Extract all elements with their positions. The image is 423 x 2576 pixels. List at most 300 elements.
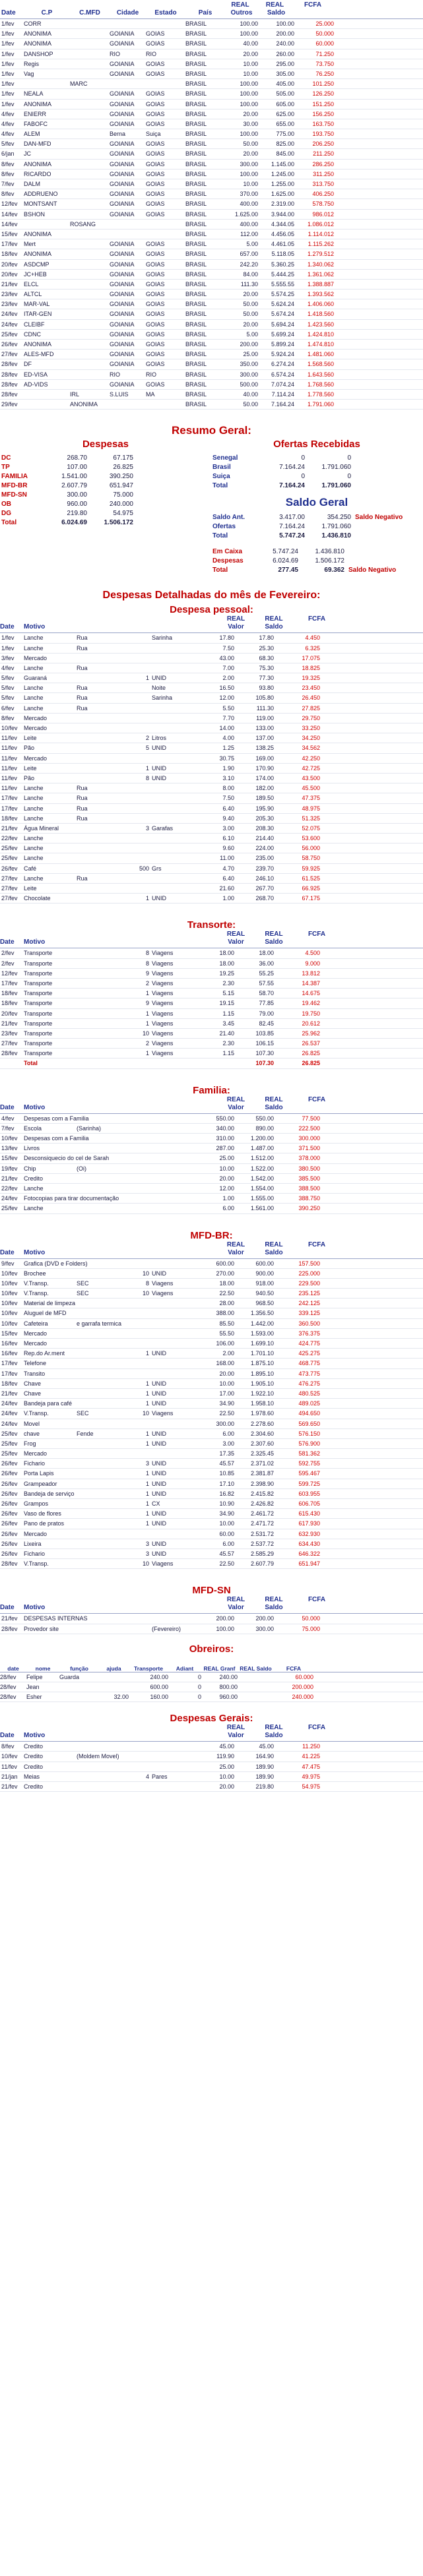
detail-cell (77, 1509, 116, 1518)
detail-cell (77, 1058, 116, 1068)
saldo-cell: 550.00 (255, 1115, 274, 1122)
fcfa-cell: 425.275 (298, 1350, 320, 1357)
valor-cell: 1.15 (222, 1010, 234, 1017)
qty-cell (116, 1624, 152, 1634)
fcfa-cell: 473.775 (298, 1370, 320, 1377)
detail-cell (77, 1539, 116, 1549)
saldo-cell: 2.461.72 (250, 1510, 274, 1518)
valor-cell: 34.90 (219, 1510, 234, 1518)
obreiros-table (0, 1655, 423, 1703)
qty-cell: 9 (145, 969, 149, 977)
date-cell: 21/jan (1, 1773, 18, 1780)
saldo-cell: 2.471.72 (250, 1520, 274, 1527)
obreiros-hdr-cell: Transporte (134, 1665, 163, 1672)
cidade-cell (110, 230, 146, 239)
unit-cell (152, 1339, 198, 1348)
qty-cell: 8 (145, 960, 149, 967)
detail-header (0, 1249, 423, 1259)
hdr-date: Date (1, 9, 16, 16)
fcfa-cell: 615.430 (298, 1510, 320, 1518)
unit-cell (152, 704, 198, 713)
detail-cell (77, 1369, 116, 1378)
table-row (0, 1259, 423, 1269)
unit-cell (152, 783, 198, 793)
cmfd-cell (70, 249, 110, 259)
date-cell: 21/fev (1, 1175, 18, 1182)
obreiros-cell: Jean (26, 1683, 40, 1690)
outros-cell: 400.00 (240, 200, 258, 208)
unit-cell (152, 1174, 198, 1183)
saldo-cell: 600.00 (255, 1260, 274, 1267)
table-row (0, 1308, 423, 1318)
date-cell: 25/fev (1, 1440, 18, 1447)
cidade-cell: GOIANIA (110, 30, 135, 38)
motivo-cell: Meias (24, 1773, 40, 1780)
cmfd-cell: IRL (70, 390, 80, 398)
table-row (0, 199, 423, 209)
table-row (0, 1559, 423, 1569)
detail-cell (77, 1019, 116, 1028)
date-cell: 2/fev (1, 950, 15, 957)
cmfd-cell (70, 109, 110, 119)
detail-cell (77, 743, 116, 752)
valor-cell: 22.50 (219, 1410, 234, 1417)
fcfa-cell: 29.750 (302, 714, 320, 721)
table-row (0, 119, 423, 129)
summary-fcfa: 240.000 (109, 501, 133, 508)
detail-cell (77, 774, 116, 783)
detail-cell (77, 1399, 116, 1408)
motivo-cell: Lanche (24, 664, 44, 671)
motivo-cell: Mercado (24, 1330, 48, 1337)
fcfa-cell: 9.000 (305, 960, 320, 967)
motivo-cell: Brochee (24, 1270, 46, 1277)
motivo-cell: Credito (24, 1753, 44, 1760)
estado-cell: RIO (146, 371, 157, 378)
obreiros-cell (59, 1682, 99, 1692)
obreiros-cell: 800.00 (219, 1683, 238, 1690)
fcfa-cell: 34.562 (302, 745, 320, 752)
table-row (0, 320, 423, 330)
cp-cell (24, 400, 70, 409)
hdr-fcfa: FCFA (308, 1596, 326, 1604)
detail-cell: (Moldem Movel) (77, 1753, 119, 1760)
detail-cell (77, 1419, 116, 1428)
table-row (0, 1329, 423, 1339)
summary-line (211, 454, 422, 463)
date-cell: 25/fev (1, 1205, 18, 1212)
fcfa-cell: 1.340.062 (307, 261, 334, 268)
valor-cell: 85.50 (219, 1320, 234, 1327)
summary-line (0, 518, 211, 528)
outros-cell: 300.00 (240, 160, 258, 168)
hdr-date: Date (0, 1732, 15, 1740)
unit-cell: UNID (152, 1380, 166, 1387)
valor-cell: 20.00 (219, 1370, 234, 1377)
saldo-cell: 5.444.25 (271, 270, 294, 278)
outros-cell: 100.00 (240, 100, 258, 107)
estado-cell: MA (146, 390, 155, 398)
fcfa-cell: 71.250 (315, 50, 334, 57)
outros-cell: 25.00 (243, 351, 258, 358)
hdr-saldo: Saldo (265, 938, 283, 946)
outros-cell: 10.00 (243, 181, 258, 187)
valor-cell: 200.00 (216, 1615, 234, 1622)
cidade-cell: Berna (110, 131, 126, 138)
hdr-real-valor: REAL (226, 1095, 245, 1103)
qty-cell (116, 693, 152, 702)
section-title: Familia: (193, 1084, 230, 1096)
saldo-cell: 1.699.10 (250, 1340, 274, 1347)
fcfa-cell: 211.250 (313, 150, 334, 158)
obreiros-cell: 960.00 (219, 1694, 238, 1701)
summary-value: 1.541.00 (61, 473, 87, 481)
hdr-real-valor: REAL (226, 615, 245, 623)
qty-cell: 5 (145, 745, 149, 752)
summary-note: Saldo Negativo (348, 567, 397, 574)
qty-cell: 10 (142, 1029, 149, 1037)
table-row (0, 1752, 423, 1762)
qty-cell (116, 644, 152, 653)
qty-cell (116, 1308, 152, 1318)
unit-cell: Noite (152, 685, 166, 692)
fcfa-cell: 18.825 (302, 664, 320, 671)
summary-label: Total (212, 532, 228, 540)
detail-cell (77, 998, 116, 1008)
saldo-cell: 2.278.60 (250, 1420, 274, 1427)
table-row (0, 1319, 423, 1329)
qty-cell (116, 704, 152, 713)
detail-cell (77, 1308, 116, 1318)
summary-line (211, 463, 422, 472)
cmfd-cell (70, 309, 110, 319)
fcfa-cell: 606.705 (298, 1500, 320, 1507)
summary-line (0, 509, 211, 518)
fcfa-cell: 43.500 (302, 774, 320, 782)
summary-note (344, 557, 408, 566)
table-row (0, 673, 423, 683)
qty-cell: 1 (145, 1490, 149, 1497)
estado-cell (146, 220, 185, 229)
detail-cell (77, 834, 116, 843)
estado-cell (146, 19, 185, 28)
saldo-cell: 58.70 (259, 990, 274, 997)
motivo-cell: Telefone (24, 1360, 47, 1367)
valor-cell: 106.00 (216, 1340, 234, 1347)
motivo-cell: DESPESAS INTERNAS (24, 1615, 88, 1622)
saldo-cell: 200.00 (255, 1615, 274, 1622)
estado-cell: GOIAS (146, 330, 165, 338)
detail-cell (77, 1134, 116, 1143)
table-row (0, 979, 423, 989)
fcfa-cell: 1.424.810 (307, 330, 334, 338)
saldo-cell: 1.701.10 (250, 1350, 274, 1357)
hdr-motivo: Motivo (24, 623, 46, 631)
date-cell: 21/fev (1, 1020, 18, 1027)
qty-cell (116, 1124, 152, 1133)
date-cell: 12/fev (1, 969, 18, 977)
table-row (0, 894, 423, 904)
fcfa-cell: 1.768.560 (307, 381, 334, 388)
saldo-cell: 918.00 (255, 1279, 274, 1287)
obreiros-hdr-cell: ajuda (106, 1665, 121, 1672)
date-cell: 24/fev (1, 1195, 18, 1202)
fcfa-cell: 578.750 (312, 200, 334, 208)
unit-cell (152, 793, 198, 803)
detail-cell (77, 989, 116, 998)
estado-cell: GOIAS (146, 30, 165, 38)
hdr-real-valor: REAL (226, 931, 245, 938)
fcfa-cell: 286.250 (312, 160, 334, 168)
saldo-cell: 107.30 (255, 1060, 274, 1067)
hdr-motivo: Motivo (24, 1103, 46, 1111)
unit-cell: Viagens (152, 990, 174, 997)
date-cell: 24/fev (1, 321, 18, 328)
valor-cell: 12.00 (219, 694, 234, 702)
fcfa-cell: 14.675 (302, 990, 320, 997)
estado-cell: GOIAS (146, 280, 165, 288)
date-cell: 28/fev (1, 390, 18, 398)
summary-value: 0 (301, 454, 305, 462)
section-title: Despesa pessoal: (170, 604, 253, 616)
date-cell: 2/fev (1, 960, 15, 967)
cmfd-cell (70, 280, 110, 289)
motivo-cell: Mercado (24, 714, 48, 721)
cp-cell: ANONIMA (24, 40, 52, 47)
fcfa-cell: 1.393.562 (307, 291, 334, 298)
saldo-cell: 75.30 (259, 664, 274, 671)
fcfa-cell: 1.361.062 (307, 270, 334, 278)
cidade-cell: S.LUIS (110, 390, 129, 398)
motivo-cell: Lanche (24, 845, 44, 852)
motivo-cell: Água Mineral (24, 824, 59, 832)
cidade-cell: GOIANIA (110, 210, 135, 218)
unit-cell: Viagens (152, 1040, 174, 1047)
valor-cell: 1.15 (222, 1050, 234, 1057)
motivo-cell: Mercado (24, 654, 48, 661)
summary-label: Em Caixa (212, 548, 243, 556)
pais-cell: BRASIL (185, 60, 207, 67)
hdr-date: Date (0, 1604, 15, 1612)
detail-cell: Rua (77, 874, 88, 882)
saldo-cell: 5.555.55 (271, 280, 294, 288)
summary-value: 277.45 (278, 567, 298, 574)
saldo-cell: 655.00 (276, 120, 294, 127)
fcfa-cell: 126.250 (312, 90, 334, 98)
date-cell: 8/fev (1, 1743, 15, 1750)
qty-cell (116, 1319, 152, 1328)
qty-cell (116, 843, 152, 853)
detail-header-top (0, 1596, 423, 1604)
hdr-saldo: Saldo (265, 1248, 283, 1256)
summary-line (0, 454, 211, 463)
hdr-real-saldo: REAL (265, 1241, 283, 1248)
valor-cell: 3.10 (222, 774, 234, 782)
qty-cell: 1 (145, 1350, 149, 1357)
unit-cell (152, 1782, 198, 1791)
fcfa-cell: 77.500 (302, 1115, 320, 1122)
valor-cell: 28.00 (219, 1300, 234, 1307)
fcfa-cell: 66.925 (302, 885, 320, 892)
estado-cell: GOIAS (146, 311, 165, 318)
table-row (0, 843, 423, 853)
fcfa-cell: 42.250 (302, 754, 320, 762)
motivo-cell: Desconsiquecio do cel de Sarah (24, 1155, 110, 1162)
table-row (0, 1682, 423, 1692)
fcfa-cell: 242.125 (298, 1300, 320, 1307)
summary-value: 2.607.79 (61, 482, 87, 490)
hdr-fcfa: FCFA (308, 931, 326, 938)
fcfa-cell: 27.825 (302, 704, 320, 712)
table-row (0, 1529, 423, 1539)
gerais-table (0, 1724, 423, 1792)
cp-cell: ADDRUENO (24, 191, 58, 198)
table-row (0, 1449, 423, 1459)
fcfa-cell: 576.150 (298, 1430, 320, 1437)
qty-cell: 1 (145, 990, 149, 997)
detail-cell (77, 1269, 116, 1278)
table-row (0, 663, 423, 673)
saldo-cell: 133.00 (255, 725, 274, 731)
fcfa-cell: 101.250 (312, 80, 334, 88)
valor-cell: 18.00 (219, 950, 234, 957)
date-cell: 10/fev (1, 1753, 18, 1760)
date-cell: 16/fev (1, 1340, 18, 1347)
obreiros-cell (238, 1682, 274, 1692)
table-row (0, 1399, 423, 1409)
pais-cell: BRASIL (185, 110, 207, 117)
fcfa-cell: 494.650 (298, 1410, 320, 1417)
cmfd-cell (70, 189, 110, 199)
qty-cell (116, 654, 152, 663)
summary-line (0, 481, 211, 491)
unit-cell: UNID (152, 1440, 166, 1447)
table-row (0, 1144, 423, 1153)
unit-cell: Sarinha (152, 694, 173, 702)
valor-cell: 6.40 (222, 805, 234, 812)
summary-line (211, 472, 422, 481)
gerais-title: Despesas Gerais: (170, 1713, 253, 1725)
date-cell: 18/fev (1, 990, 18, 997)
qty-cell: 3 (145, 1550, 149, 1557)
pais-cell: BRASIL (185, 261, 207, 268)
table-row (0, 390, 423, 400)
fcfa-cell: 56.000 (302, 845, 320, 852)
fcfa-cell: 599.725 (298, 1480, 320, 1487)
motivo-cell: Leite (24, 764, 37, 772)
detail-cell (77, 1559, 116, 1568)
table-row (0, 139, 423, 149)
fcfa-cell: 6.325 (305, 644, 320, 652)
fcfa-cell: 23.450 (302, 685, 320, 692)
summary-label: TP (1, 464, 10, 472)
hdr-motivo: Motivo (24, 1732, 46, 1740)
unit-cell (152, 723, 198, 733)
fcfa-cell: 380.500 (298, 1165, 320, 1172)
fcfa-cell: 59.925 (302, 865, 320, 872)
cp-cell: DANSHOP (24, 50, 53, 57)
saldo-cell: 208.30 (255, 824, 274, 832)
table-row (0, 714, 423, 723)
qty-cell (116, 884, 152, 893)
detail-cell: Fende (77, 1430, 94, 1437)
hdr-saldo: Saldo (265, 1604, 283, 1612)
date-cell: 24/fev (1, 1410, 18, 1417)
fcfa-cell: 576.900 (298, 1440, 320, 1447)
qty-cell (116, 1359, 152, 1368)
qty-cell (116, 1752, 152, 1761)
valor-cell: 7.70 (222, 714, 234, 721)
date-cell: 10/fev (1, 1300, 18, 1307)
saldo-cell: 2.325.45 (250, 1450, 274, 1457)
fcfa-cell: 20.612 (302, 1020, 320, 1027)
table-row (0, 743, 423, 753)
fcfa-cell: 50.000 (315, 30, 334, 38)
detail-cell (77, 948, 116, 958)
cidade-cell: RIO (110, 371, 121, 378)
saldo-cell: 5.360.25 (271, 261, 294, 268)
valor-cell (198, 1058, 234, 1068)
detail-cell (77, 1204, 116, 1213)
fcfa-cell: 47.475 (302, 1763, 320, 1770)
fcfa-cell: 480.525 (298, 1390, 320, 1397)
summary-fcfa: 1.791.060 (321, 464, 351, 472)
summary-value: 7.164.24 (279, 482, 305, 490)
qty-cell: 1 (145, 1520, 149, 1527)
saldo-cell: 968.50 (255, 1300, 274, 1307)
table-row (0, 380, 423, 390)
date-cell: 1/fev (1, 644, 15, 652)
unit-cell (152, 1762, 198, 1771)
detail-cell (77, 714, 116, 723)
motivo-cell: Despesas com a Familia (24, 1135, 89, 1142)
date-cell: 28/fev (1, 381, 18, 388)
saldo-cell: 940.50 (255, 1290, 274, 1297)
obreiros-hdr-cell: REAL Saldo (240, 1665, 272, 1672)
saldo-cell: 845.00 (276, 150, 294, 158)
detail-cell: Rua (77, 704, 88, 712)
saldo-geral-title: Saldo Geral (285, 496, 348, 509)
date-cell: 11/fev (1, 754, 17, 762)
hdr-fcfa: FCFA (304, 1, 322, 9)
motivo-cell: Bandeja de serviço (24, 1490, 75, 1497)
estado-cell: GOIAS (146, 170, 165, 177)
fcfa-cell: 1.406.060 (307, 301, 334, 308)
detail-cell (77, 764, 116, 773)
valor-cell: 20.00 (219, 1175, 234, 1182)
ledger-table (0, 19, 423, 410)
cp-cell: BSHON (24, 210, 46, 218)
fcfa-cell: 634.430 (298, 1540, 320, 1547)
cmfd-cell (70, 299, 110, 309)
fcfa-cell: 151.250 (312, 100, 334, 107)
qty-cell: 2 (145, 979, 149, 987)
cmfd-cell (70, 370, 110, 379)
motivo-cell: Lanche (24, 874, 44, 882)
table-row (0, 1269, 423, 1279)
section-title: Transorte: (187, 919, 236, 931)
valor-cell: 55.50 (219, 1330, 234, 1337)
detail-cell (77, 1339, 116, 1348)
qty-cell: 10 (142, 1290, 149, 1297)
fcfa-cell: 1.778.560 (307, 390, 334, 398)
pais-cell: BRASIL (185, 191, 207, 198)
fcfa-cell: 1.388.887 (307, 280, 334, 288)
detail-cell: (Oi) (77, 1165, 86, 1172)
saldo-cell: 5.574.25 (271, 291, 294, 298)
pais-cell: BRASIL (185, 341, 207, 348)
detail-cell (77, 1049, 116, 1058)
